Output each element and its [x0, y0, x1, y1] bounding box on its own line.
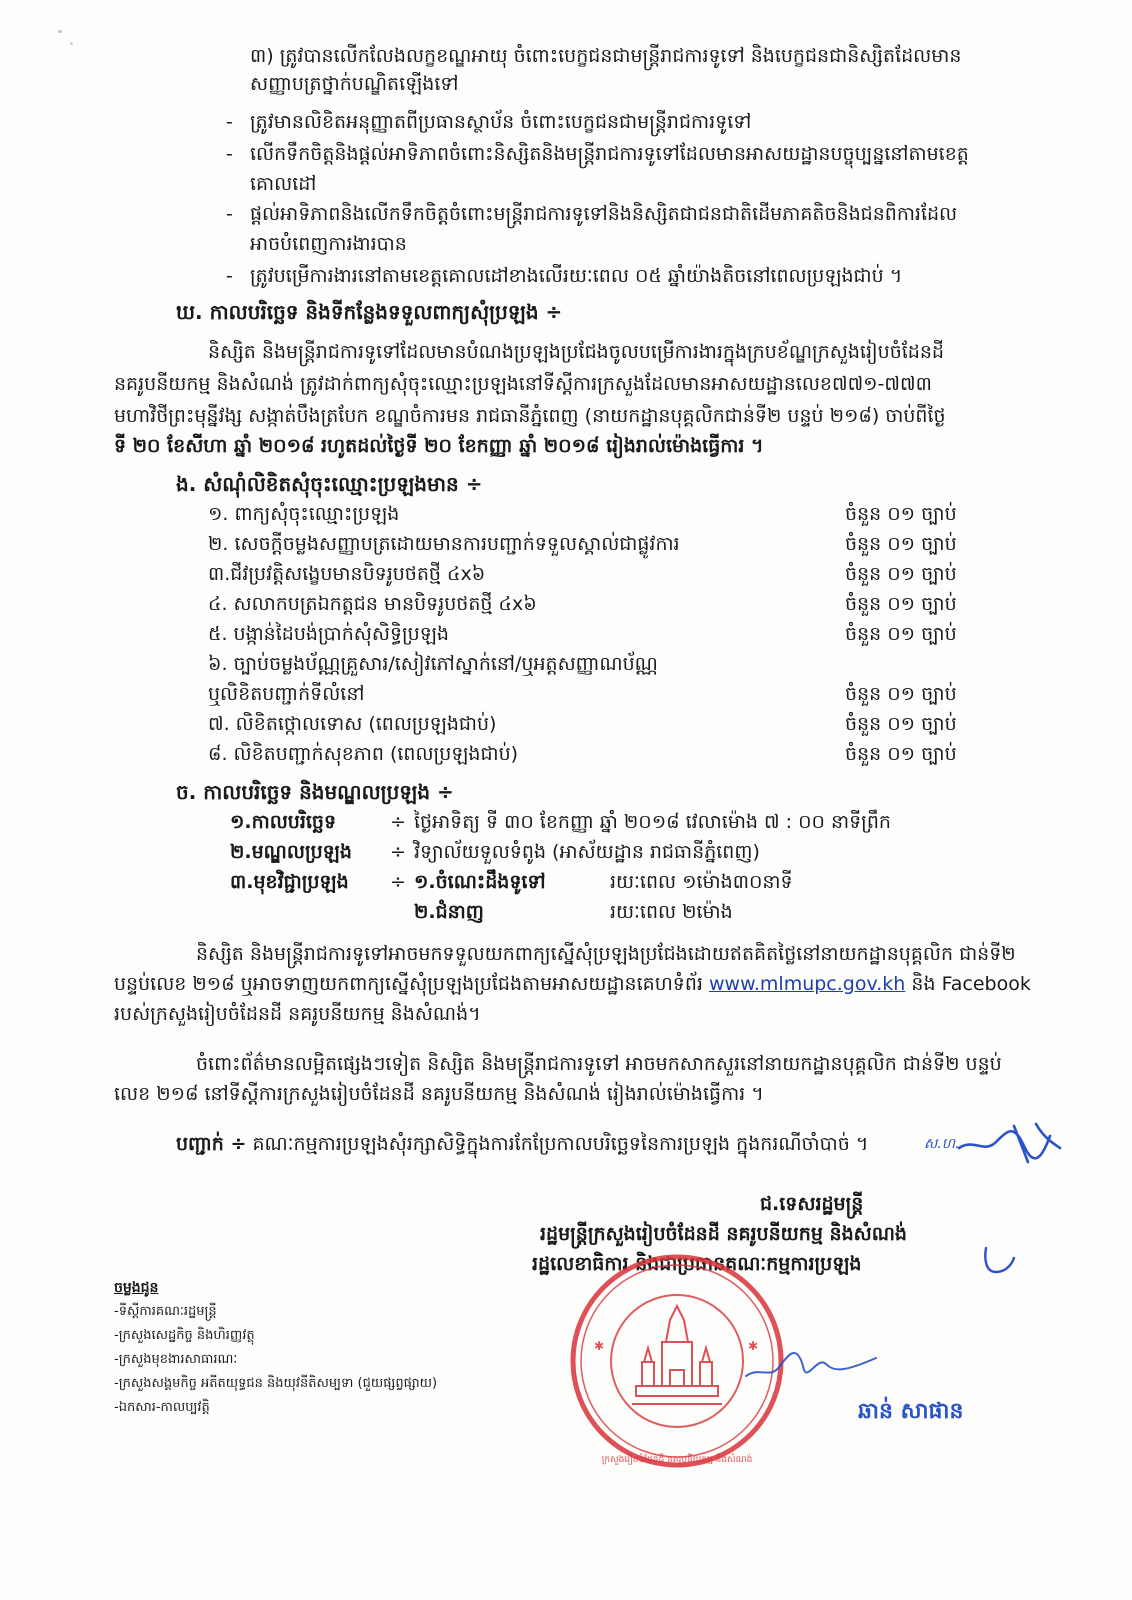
download-para-text: បន្ទប់លេខ ២១៨ ឬអាចទាញយកពាក្យស្នើសុំប្រឡងប្រជែងតាមអាសយដ្ឋានគេហទំព័រ	[114, 973, 703, 995]
official-signature	[740, 1336, 880, 1396]
document-count: ចំនួន ០១ ច្បាប់	[845, 743, 957, 765]
download-para-line-3: របស់ក្រសួងរៀបចំដែនដី នគរូបនីយកម្ម និងសំណង់។	[114, 1003, 481, 1025]
exam-center-label: ២.មណ្ឌលប្រឡង	[230, 841, 352, 863]
bullet-dash: -	[226, 203, 233, 225]
note-text: គណៈកម្មការប្រឡងសុំរក្សាសិទ្ធិក្នុងការកែប្រែកាលបរិច្ឆេទនៃការប្រឡង ក្នុងករណីចាំបាច់ ។	[252, 1133, 869, 1155]
download-para-line-2	[114, 970, 1031, 998]
svg-text:✱: ✱	[594, 1339, 605, 1353]
exam-subject-1-duration: រយៈពេល ១ម៉ោង៣០នាទី	[610, 871, 793, 893]
note-line	[176, 1130, 868, 1158]
document-item: ៧. លិខិតថ្កោលទោស (ពេលប្រឡងជាប់)	[208, 713, 497, 735]
exam-date-separator: ÷	[390, 811, 406, 833]
cc-title: ចម្លងជូន	[114, 1280, 159, 1296]
bullet-text: ត្រូវបម្រើការងារនៅតាមខេត្តគោលដៅខាងលើរយៈពេល ០៥ ឆ្នាំយ៉ាងតិចនៅពេលប្រឡងជាប់ ។	[250, 265, 903, 287]
signatory-name: ឆាន់ សាផាន	[858, 1399, 964, 1424]
section-gho-para-line: និស្សិត និងមន្ត្រីរាជការទូទៅដែលមានបំណងប្រឡងប្រជែងចូលបម្រើការងារក្នុងក្របខ័ណ្ឌក្រសួងរៀបចំដែនដី	[208, 341, 944, 363]
download-para-conjunction: និង	[911, 973, 936, 995]
document-count: ចំនួន ០១ ច្បាប់	[845, 563, 957, 585]
signature-title-3: រដ្ឋលេខាធិការ និងជាប្រធានគណៈកម្មការប្រឡង	[532, 1253, 862, 1275]
document-item: ៥. បង្កាន់ដៃបង់ប្រាក់សុំសិទ្ធិប្រឡង	[208, 623, 449, 645]
handwritten-initials	[924, 1118, 1064, 1168]
document-count: ចំនួន ០១ ច្បាប់	[845, 593, 957, 615]
exam-center-value: វិទ្យាល័យទួលទំពូង (អាស័យដ្ឋាន រាជធានីភ្នំពេញ)	[414, 841, 760, 863]
exam-subject-1: ១.ចំណេះដឹងទូទៅ	[414, 871, 546, 893]
cc-item: -ក្រសួងសេដ្ឋកិច្ច និងហិរញ្ញវត្ថុ	[114, 1328, 255, 1343]
bullet-dash: -	[226, 111, 233, 133]
document-count: ចំនួន ០១ ច្បាប់	[845, 533, 957, 555]
exam-center-separator: ÷	[390, 841, 406, 863]
download-para-line-1: និស្សិត និងមន្ត្រីរាជការទូទៅអាចមកទទួលយកពាក្យស្នើសុំប្រឡងប្រជែងដោយឥតគិតថ្លៃនៅនាយកដ្ឋានបុគ្គលិក ជាន់ទី២	[196, 943, 1016, 965]
facebook-text: Facebook	[941, 973, 1031, 995]
info-para-line-2: លេខ ២១៨ នៅទីស្តីការក្រសួងរៀបចំដែនដី នគរូបនីយកម្ម និងសំណង់ រៀងរាល់ម៉ោងធ្វើការ ។	[114, 1083, 764, 1105]
paragraph-3-line-2: សញ្ញាបត្រថ្នាក់បណ្ឌិតឡើងទៅ	[250, 73, 459, 95]
exam-subject-2: ២.ជំនាញ	[414, 901, 484, 923]
signature-tick	[980, 1240, 1020, 1280]
document-item: ៨. លិខិតបញ្ជាក់សុខភាព (ពេលប្រឡងជាប់)	[208, 743, 519, 765]
document-count: ចំនួន ០១ ច្បាប់	[845, 623, 957, 645]
document-item: ២. សេចក្តីចម្លងសញ្ញាបត្រដោយមានការបញ្ជាក់ទទួលស្គាល់ជាផ្លូវការ	[208, 533, 680, 555]
document-item: ៣.ជីវប្រវត្តិសង្ខេបមានបិទរូបថតថ្មី ៤x៦	[208, 563, 486, 585]
exam-subject-separator: ÷	[390, 871, 406, 893]
exam-date-label: ១.កាលបរិច្ឆេទ	[230, 811, 337, 833]
svg-text:✱: ✱	[748, 1339, 759, 1353]
document-count: ចំនួន ០១ ច្បាប់	[845, 713, 957, 735]
document-count: ចំនួន ០១ ច្បាប់	[845, 503, 957, 525]
bullet-text-continued: គោលដៅ	[250, 173, 317, 195]
bullet-text: លើកទឹកចិត្តនិងផ្តល់អាទិភាពចំពោះនិស្សិតនិងមន្ត្រីរាជការទូទៅដែលមានអាសយដ្ឋានបច្ចុប្បន្ននៅតាមខេត្ត	[250, 143, 969, 165]
handwritten-initials-text: ស.ហ.	[924, 1136, 960, 1152]
bullet-dash: -	[226, 265, 233, 287]
signature-title-2: រដ្ឋមន្ត្រីក្រសួងរៀបចំដែនដី នគរូបនីយកម្ម និងសំណង់	[540, 1223, 907, 1245]
note-label: បញ្ជាក់ ÷	[176, 1133, 247, 1155]
initials-scribble	[954, 1118, 1064, 1168]
info-para-line-1: ចំពោះព័ត៌មានលម្អិតផ្សេងៗទៀត និស្សិត និងមន្ត្រីរាជការទូទៅ អាចមកសាកសួរនៅនាយកដ្ឋានបុគ្គលិក ជាន់ទី២ បន្ទប់	[196, 1053, 1002, 1075]
document-item: ៤. សលាកបត្រឯកត្តជន មានបិទរូបថតថ្មី ៤x៦	[208, 593, 537, 615]
document-item: ឬលិខិតបញ្ជាក់ទីលំនៅ	[208, 683, 365, 705]
bullet-text: ផ្តល់អាទិភាពនិងលើកទឹកចិត្តចំពោះមន្ត្រីរាជការទូទៅនិងនិស្សិតជាជនជាតិដើមភាគតិចនិងជនពិការដែល	[250, 203, 958, 225]
signature-title-1: ជ.ទេសរដ្ឋមន្ត្រី	[760, 1193, 864, 1215]
exam-date-value: ថ្ងៃអាទិត្យ ទី ៣០ ខែកញ្ញា ឆ្នាំ ២០១៨ វេលាម៉ោង ៧ : ០០ នាទីព្រឹក	[414, 811, 891, 833]
scan-speck	[58, 30, 62, 33]
paragraph-3-line-1: ៣) ត្រូវបានលើកលែងលក្ខខណ្ឌអាយុ ចំពោះបេក្ខជនជាមន្ត្រីរាជការទូទៅ និងបេក្ខជនជានិស្សិតដែលមាន	[250, 45, 962, 67]
section-ng-heading: ង. សំណុំលិខិតសុំចុះឈ្មោះប្រឡងមាន ÷	[176, 472, 483, 496]
bullet-text: ត្រូវមានលិខិតអនុញ្ញាតពីប្រធានស្ថាប័ន ចំពោះបេក្ខជនជាមន្ត្រីរាជការទូទៅ	[250, 111, 752, 133]
document-item: ១. ពាក្យសុំចុះឈ្មោះប្រឡង	[208, 503, 400, 525]
exam-subject-2-duration: រយៈពេល ២ម៉ោង	[610, 901, 733, 923]
document-item: ៦. ច្បាប់ចម្លងប័ណ្ណគ្រួសារ/សៀវភៅស្នាក់នៅ/ឬអត្តសញ្ញាណប័ណ្ណ	[208, 653, 658, 675]
section-gho-heading: ឃ. កាលបរិច្ឆេទ និងទីកន្លែងទទួលពាក្យសុំប្រឡង ÷	[176, 300, 563, 324]
cc-item: -ក្រសួងមុខងារសាធារណៈ	[114, 1352, 238, 1367]
scan-speck	[70, 42, 73, 45]
cc-item: -ទីស្តីការគណៈរដ្ឋមន្ត្រី	[114, 1304, 217, 1319]
website-link[interactable]: www.mlmupc.gov.kh	[709, 973, 906, 995]
section-gho-para-line: មហាវិថីព្រះមុន្នីវង្ស សង្កាត់បឹងត្របែក ខណ្ឌចំការមន រាជធានីភ្នំពេញ (នាយកដ្ឋានបុគ្គលិកជាន់ទី២ បន្ទប់ ២១៨) ចាប់ពីថ្ងៃ	[114, 405, 946, 427]
cc-item: -ក្រសួងសង្គមកិច្ច អតីតយុទ្ធជន និងយុវនីតិសម្បទា (ជួយផ្សព្វផ្សាយ)	[114, 1376, 438, 1391]
section-gho-para-line: នគរូបនីយកម្ម និងសំណង់ ត្រូវដាក់ពាក្យសុំចុះឈ្មោះប្រឡងនៅទីស្តីការក្រសួងដែលមានអាសយដ្ឋានលេខ៧៧១-៧៧៣	[114, 373, 932, 395]
seal-text: ក្រសួងរៀបចំដែនដី នគរូបនីយកម្ម និងសំណង់	[601, 1455, 753, 1465]
document-count: ចំនួន ០១ ច្បាប់	[845, 683, 957, 705]
exam-subject-label: ៣.មុខវិជ្ជាប្រឡង	[230, 871, 349, 893]
bullet-text-continued: អាចបំពេញការងារបាន	[250, 233, 407, 255]
section-ch-heading: ច. កាលបរិច្ឆេទ និងមណ្ឌលប្រឡង ÷	[176, 780, 454, 804]
bullet-dash: -	[226, 143, 233, 165]
cc-item: -ឯកសារ-កាលប្បវត្តិ	[114, 1400, 210, 1415]
section-gho-para-line: ទី ២០ ខែសីហា ឆ្នាំ ២០១៨ រហូតដល់ថ្ងៃទី ២០ ខែកញ្ញា ឆ្នាំ ២០១៨ រៀងរាល់ម៉ោងធ្វើការ ។	[114, 435, 764, 457]
